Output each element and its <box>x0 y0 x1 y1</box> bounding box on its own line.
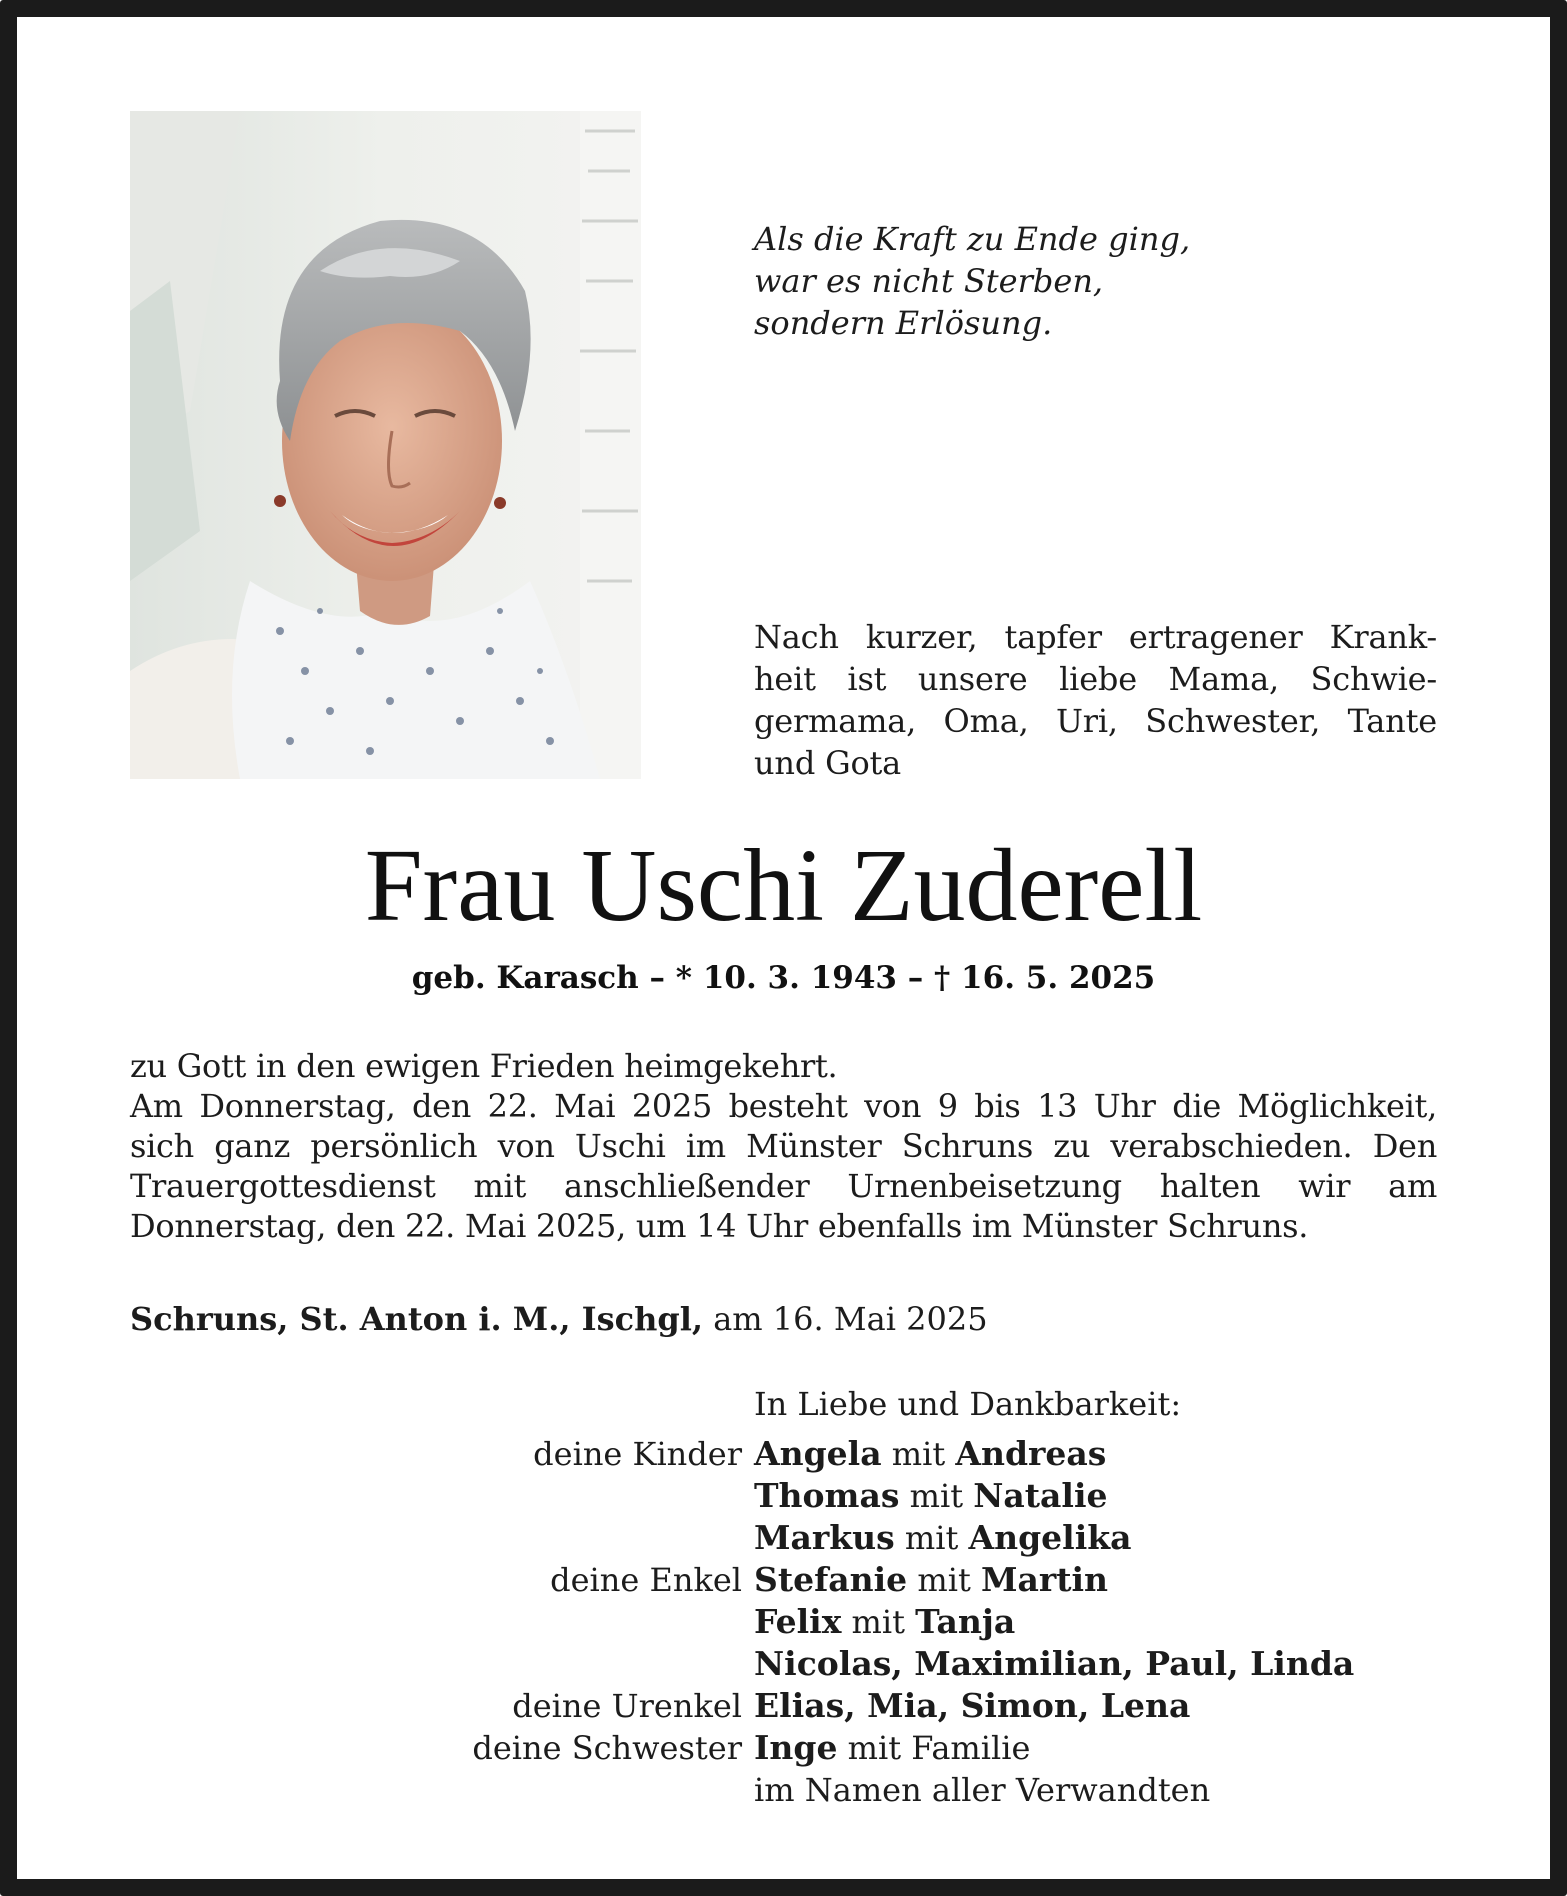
family-names <box>754 1601 1015 1643</box>
intro-line: germama, Oma, Uri, Schwester, Tante <box>754 702 1437 740</box>
family-row <box>0 1559 1567 1601</box>
family-row <box>0 1601 1567 1643</box>
deceased-name: Frau Uschi Zuderell <box>364 828 1203 943</box>
family-member-name: Inge <box>754 1728 838 1767</box>
body-line: Donnerstag, den 22. Mai 2025, um 14 Uhr ebenfalls im Münster Schruns. <box>130 1207 1309 1245</box>
family-member-name: Elias, Mia, Simon, Lena <box>754 1686 1191 1725</box>
family-names <box>754 1559 1108 1601</box>
birth-death-dates: geb. Karasch – * 10. 3. 1943 – † 16. 5. 2025 <box>411 960 1156 996</box>
portrait-photo <box>130 111 641 779</box>
family-row <box>0 1517 1567 1559</box>
family-connector: mit <box>841 1603 916 1641</box>
place-and-date <box>130 1298 988 1340</box>
family-relation: deine Urenkel <box>512 1687 742 1725</box>
family-connector: mit Familie <box>837 1729 1031 1767</box>
body-line: sich ganz persönlich von Uschi im Münster Schruns zu verabschieden. Den <box>130 1127 1437 1165</box>
intro-line: Nach kurzer, tapfer ertragener Krank- <box>754 618 1437 656</box>
family-row <box>0 1769 1567 1811</box>
intro-text <box>754 616 1437 784</box>
family-member-name: Nicolas, Maximilian, Paul, Linda <box>754 1644 1355 1683</box>
family-member-name: Markus <box>754 1518 895 1557</box>
family-member-name: Stefanie <box>754 1560 908 1599</box>
thanks-line: In Liebe und Dankbarkeit: <box>754 1385 1182 1423</box>
family-names <box>754 1475 1107 1517</box>
family-row <box>0 1643 1567 1685</box>
family-relation: deine Schwester <box>472 1729 742 1767</box>
family-names <box>754 1433 1106 1475</box>
place-date: am 16. Mai 2025 <box>713 1300 988 1338</box>
family-row <box>0 1685 1567 1727</box>
family-connector: mit <box>894 1519 969 1557</box>
family-member-name: Angela <box>754 1434 882 1473</box>
family-relation: deine Kinder <box>533 1435 742 1473</box>
family-relation: deine Enkel <box>550 1561 742 1599</box>
motto-line: war es nicht Sterben, <box>754 262 1104 300</box>
family-list <box>0 1433 1567 1811</box>
motto-line: Als die Kraft zu Ende ging, <box>754 220 1191 258</box>
family-member-name: Thomas <box>754 1476 900 1515</box>
family-names <box>754 1643 1354 1685</box>
family-row <box>0 1433 1567 1475</box>
family-names <box>754 1517 1132 1559</box>
body-line: Am Donnerstag, den 22. Mai 2025 besteht von 9 bis 13 Uhr die Möglichkeit, <box>130 1087 1437 1125</box>
family-member-name: Tanja <box>915 1602 1016 1641</box>
family-connector: mit <box>881 1435 956 1473</box>
family-connector: im Namen aller Verwandten <box>754 1771 1211 1809</box>
announcement-body <box>130 1046 1437 1246</box>
family-member-name: Andreas <box>955 1434 1107 1473</box>
family-connector: mit <box>899 1477 974 1515</box>
body-line: Trauergottesdienst mit anschließender Urnenbeisetzung halten wir am <box>130 1167 1437 1205</box>
family-row <box>0 1727 1567 1769</box>
place-locations: Schruns, St. Anton i. M., Ischgl, <box>130 1300 704 1338</box>
intro-line: und Gota <box>754 744 902 782</box>
family-member-name: Angelika <box>968 1518 1132 1557</box>
family-member-name: Felix <box>754 1602 842 1641</box>
body-line: zu Gott in den ewigen Frieden heimgekehrt. <box>130 1047 838 1085</box>
family-member-name: Martin <box>980 1560 1109 1599</box>
family-names <box>754 1685 1190 1727</box>
family-names <box>754 1769 1210 1811</box>
intro-line: heit ist unsere liebe Mama, Schwie- <box>754 660 1437 698</box>
motto-line: sondern Erlösung. <box>754 304 1053 342</box>
motto-quote <box>754 218 1190 344</box>
family-row <box>0 1475 1567 1517</box>
family-names <box>754 1727 1030 1769</box>
family-member-name: Natalie <box>973 1476 1108 1515</box>
family-connector: mit <box>907 1561 981 1599</box>
